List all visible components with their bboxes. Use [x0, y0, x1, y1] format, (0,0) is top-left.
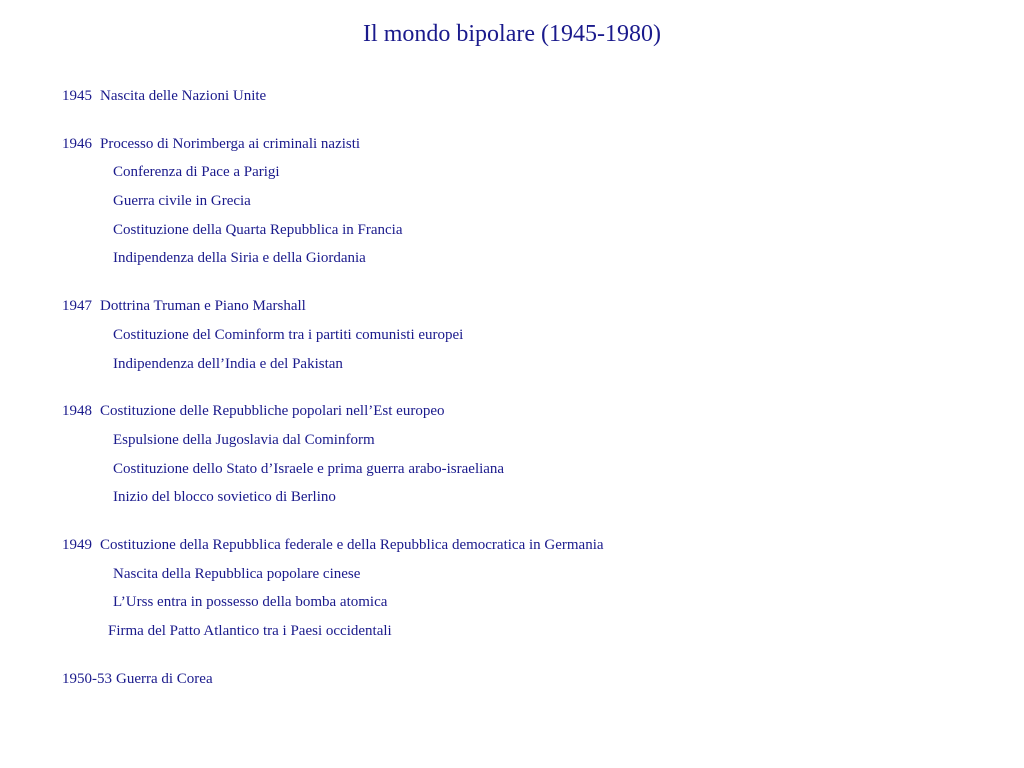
year-label: 1948: [62, 403, 92, 420]
event-text: Indipendenza dell’India e del Pakistan: [113, 355, 343, 372]
event-1950-53: [62, 665, 1002, 694]
event-text: Guerra civile in Grecia: [113, 193, 251, 210]
event-text: Nascita delle Nazioni Unite: [100, 88, 267, 104]
event-1946: [62, 130, 1002, 159]
event-text: Conferenza di Pace a Parigi: [113, 164, 280, 181]
event-text: Firma del Patto Atlantico tra i Paesi occidentali: [108, 623, 392, 639]
event-text: Dottrina Truman e Piano Marshall: [100, 298, 306, 315]
event-text: Guerra di Corea: [116, 670, 213, 687]
event-1947: [62, 292, 1002, 321]
event-text: Nascita della Repubblica popolare cinese: [113, 565, 361, 582]
slide-title: Il mondo bipolare (1945-1980): [363, 21, 661, 47]
year-label: 1947: [62, 298, 92, 315]
event-text: Inizio del blocco sovietico di Berlino: [113, 489, 336, 506]
event-text: Indipendenza della Siria e della Giordania: [113, 250, 366, 267]
event-text: Costituzione del Cominform tra i partiti comunisti europei: [113, 326, 464, 343]
event-text: Costituzione delle Repubbliche popolari nell’Est europeo: [100, 403, 445, 420]
timeline: [62, 82, 1002, 693]
year-label: 1950-53: [62, 670, 112, 687]
event-text: Processo di Norimberga ai criminali nazisti: [100, 135, 361, 152]
event-text: L’Urss entra in possesso della bomba atomica: [113, 594, 388, 611]
event-1945: [62, 82, 1002, 111]
event-text: Costituzione dello Stato d’Israele e prima guerra arabo-israeliana: [113, 460, 505, 477]
event-text: Espulsione della Jugoslavia dal Cominform: [113, 431, 375, 448]
event-text: Costituzione della Quarta Repubblica in Francia: [113, 221, 403, 238]
event-1948: [62, 397, 1002, 426]
event-1949: [62, 531, 1002, 560]
year-label: 1949: [62, 536, 92, 553]
event-text: Costituzione della Repubblica federale e della Repubblica democratica in Germania: [100, 536, 604, 553]
year-label: 1945: [62, 88, 92, 104]
year-label: 1946: [62, 135, 92, 152]
